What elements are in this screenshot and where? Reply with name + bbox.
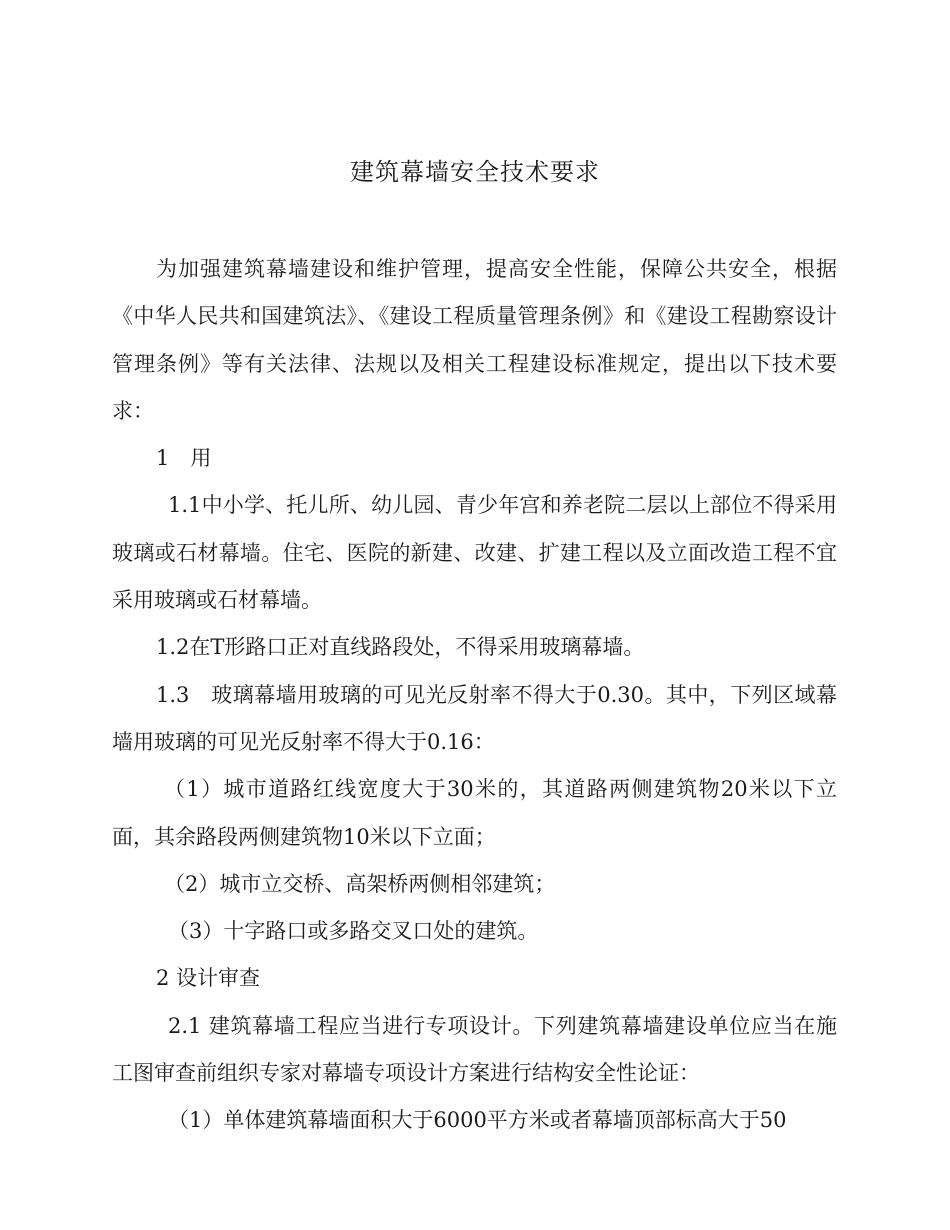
clause-1-1: 1.1中小学、托儿所、幼儿园、青少年宫和养老院二层以上部位不得采用玻璃或石材幕墙。住宅、医院的新建、改建、扩建工程以及立面改造工程不宜采用玻璃或石材幕墙。 <box>112 493 837 613</box>
document-title: 建筑幕墙安全技术要求 <box>350 158 600 186</box>
section-heading-1: 1 用 <box>156 446 212 471</box>
list-item-3: （3）十字路口或多路交叉口处的建筑。 <box>168 919 539 944</box>
document-body <box>112 246 837 1145</box>
list-item-2-1: （1）单体建筑幕墙面积大于6000平方米或者幕墙顶部标高大于50 <box>168 1108 787 1133</box>
section-heading-2: 2 设计审查 <box>156 966 261 991</box>
clause-1-2: 1.2在T形路口正对直线路段处，不得采用玻璃幕墙。 <box>156 635 645 660</box>
intro-paragraph: 为加强建筑幕墙建设和维护管理，提高安全性能，保障公共安全，根据《中华人民共和国建筑法》、《建设工程质量管理条例》和《建设工程勘察设计管理条例》等有关法律、法规以及相关工程建设标准规定，提出以下技术要求： <box>112 257 837 423</box>
list-item-2: （2）城市立交桥、高架桥两侧相邻建筑； <box>164 871 556 896</box>
clause-2-1: 2.1 建筑幕墙工程应当进行专项设计。下列建筑幕墙建设单位应当在施工图审查前组织专家对幕墙专项设计方案进行结构安全性论证： <box>112 1013 837 1086</box>
list-item-1: （1）城市道路红线宽度大于30米的，其道路两侧建筑物20米以下立面，其余路段两侧建筑物10米以下立面； <box>112 777 837 849</box>
clause-1-3: 1.3 玻璃幕墙用玻璃的可见光反射率不得大于0.30。其中，下列区域幕墙用玻璃的可见光反射率不得大于0.16： <box>112 682 837 754</box>
